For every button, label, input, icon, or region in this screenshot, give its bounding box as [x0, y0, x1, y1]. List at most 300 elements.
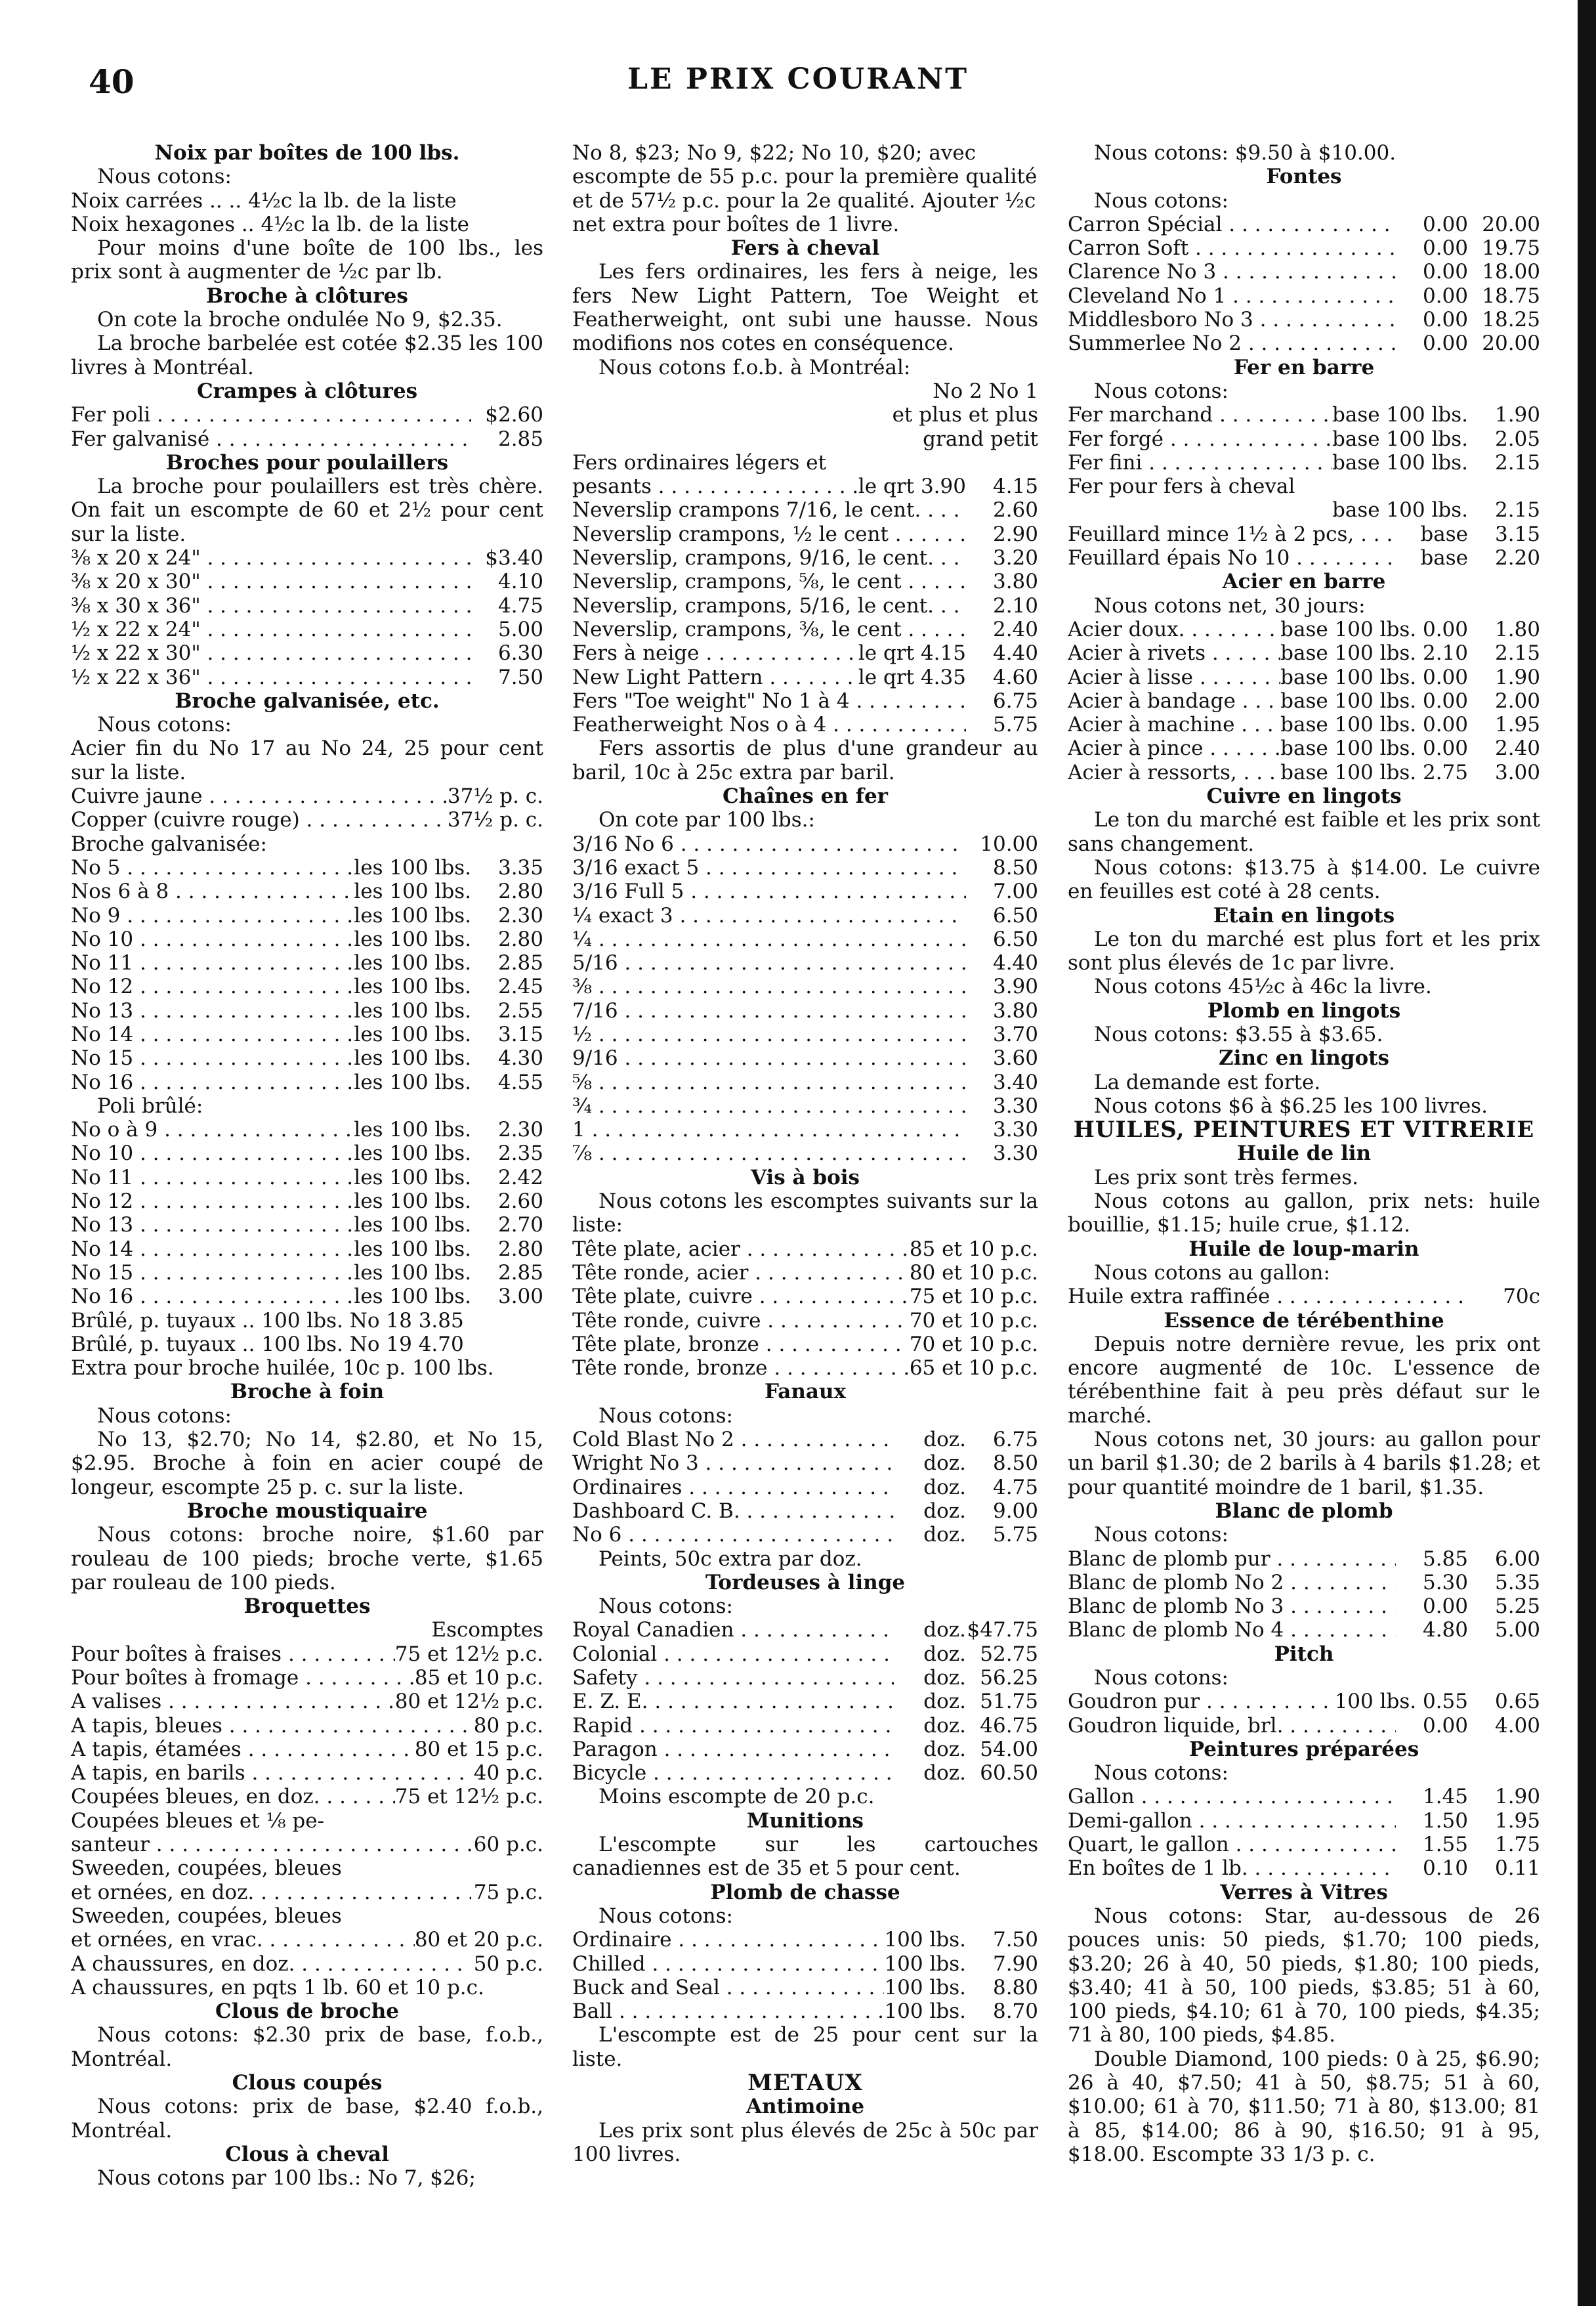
column-header: grand petit [923, 427, 1038, 451]
price-row [572, 689, 1038, 713]
item-price: 8.80 [992, 1975, 1038, 1999]
item-label: Feuillard épais No 10 . . . [1068, 546, 1396, 570]
price-row [572, 1309, 1038, 1333]
section-heading: Antimoine [746, 2095, 865, 2119]
price-row [1068, 1285, 1540, 1308]
item-label: Chilled . . . [572, 1952, 884, 1976]
item-price: 18.25 [1482, 308, 1540, 332]
item-price: 50 p.c. [473, 1952, 543, 1976]
item-price: 3.15 [497, 1022, 543, 1046]
item-label: Blanc de plomb pur . . . [1068, 1547, 1396, 1571]
item-price: 8.50 [992, 855, 1038, 880]
item-unit: 100 lbs. [884, 1928, 966, 1952]
price-row [1068, 284, 1540, 308]
price-row [71, 880, 543, 903]
section-heading: Chaînes en fer [722, 784, 889, 809]
item-price: 3.40 [992, 1070, 1038, 1094]
price-row [572, 928, 1038, 951]
item-unit: 1.50 [1422, 1808, 1468, 1833]
item-price: 54.00 [980, 1737, 1038, 1761]
price-row [1068, 1856, 1540, 1880]
text-line: Fers ordinaires légers et [572, 450, 827, 475]
item-label: Clarence No 3 . . . [1068, 260, 1396, 284]
column-header: No 2 No 1 [933, 379, 1038, 403]
item-price: 6.30 [497, 641, 543, 666]
section-heading: Noix par boîtes de 100 lbs. [154, 141, 460, 165]
item-unit: 4.80 [1422, 1618, 1468, 1642]
section-heading: Acier en barre [1222, 570, 1386, 594]
item-price: 3.35 [497, 855, 543, 880]
item-label: ½ x 22 x 30" . . . [71, 641, 471, 665]
item-label: Fer fini . . . [1068, 451, 1332, 475]
price-row [572, 1499, 1038, 1523]
item-label: Fer forgé . . . [1068, 427, 1332, 451]
section-heading: Vis à bois [751, 1165, 860, 1189]
section-heading: Cuivre en lingots [1206, 784, 1402, 809]
price-row [71, 1881, 543, 1904]
item-price: 80 et 10 p.c. [909, 1260, 1038, 1285]
column-3 [1068, 141, 1540, 2166]
item-unit: 100 lbs. 0.55 [1334, 1690, 1468, 1714]
paragraph: Nous cotons: [598, 1904, 733, 1928]
item-label: Fer marchand . . . [1068, 403, 1332, 427]
price-row [1068, 1690, 1540, 1713]
price-row [572, 1714, 1038, 1738]
price-row [1068, 1547, 1540, 1571]
item-unit: base 100 lbs. 0.00 [1280, 617, 1468, 641]
item-unit: 1.55 [1422, 1833, 1468, 1857]
price-row [572, 546, 1038, 570]
item-label: No 16 . . . [71, 1285, 354, 1308]
item-label: En boîtes de 1 lb. . . . [1068, 1856, 1396, 1880]
item-label: Fers "Toe weight" No 1 à 4 . . . [572, 689, 966, 713]
item-price: 3.80 [992, 998, 1038, 1023]
section-heading: Huile de loup-marin [1188, 1237, 1419, 1261]
item-label: Acier à lisse . . . [1068, 666, 1280, 689]
item-price: 2.60 [992, 498, 1038, 523]
price-row [1068, 403, 1540, 427]
section-heading: Essence de térébenthine [1164, 1308, 1444, 1333]
paragraph: Poli brûlé: [97, 1094, 203, 1118]
item-unit: 100 lbs. [884, 1975, 966, 1999]
price-row [572, 1261, 1038, 1285]
item-unit: les 100 lbs. [354, 1189, 471, 1214]
paragraph: Le ton du marché est plus fort et les prix sont plus élevés de 1c par livre. [1068, 927, 1540, 975]
item-label: A tapis, étamées . . . [71, 1738, 415, 1761]
item-label: Cleveland No 1 . . . [1068, 284, 1396, 308]
paragraph: La broche barbelée est cotée $2.35 les 100 livres à Montréal. [71, 331, 543, 379]
paragraph: Nous cotons: [598, 1594, 733, 1619]
item-price: 1.95 [1494, 713, 1540, 737]
price-row [71, 403, 543, 427]
item-label: ¼ exact 3 . . . [572, 904, 966, 928]
price-row [71, 427, 543, 451]
item-price: $2.60 [485, 403, 543, 427]
price-row [1068, 498, 1540, 522]
price-row [572, 1071, 1038, 1094]
price-row [572, 1666, 1038, 1690]
item-price: 80 et 15 p.c. [414, 1737, 543, 1761]
item-price: 5.75 [992, 713, 1038, 737]
price-row [572, 713, 1038, 737]
item-unit: doz. [923, 1475, 966, 1499]
item-price: 5.25 [1494, 1594, 1540, 1619]
item-unit: base 100 lbs. 0.00 [1280, 665, 1468, 689]
item-price: 1.90 [1494, 665, 1540, 689]
item-unit: 100 lbs. [884, 1952, 966, 1976]
item-label: Acier doux. . . . [1068, 618, 1280, 641]
item-unit: doz. [923, 1451, 966, 1476]
item-label: Middlesboro No 3 . . . [1068, 308, 1396, 331]
price-row [71, 1666, 543, 1690]
item-label: Ball . . . [572, 1999, 884, 2023]
price-row [572, 1118, 1038, 1142]
price-row [71, 1118, 543, 1142]
item-price: 18.00 [1482, 260, 1540, 284]
item-label: Fer galvanisé . . . [71, 427, 471, 451]
item-label: 9/16 . . . [572, 1046, 966, 1070]
item-price: 2.70 [497, 1213, 543, 1237]
item-unit: base 100 lbs. 0.00 [1280, 737, 1468, 761]
item-price: 2.20 [1494, 546, 1540, 570]
price-row [1068, 331, 1540, 355]
item-label: No 12 . . . [71, 1189, 354, 1213]
item-price: 40 p.c. [473, 1761, 543, 1785]
paragraph: Pour moins d'une boîte de 100 lbs., les prix sont à augmenter de ½c par lb. [71, 236, 543, 284]
item-price: 3.30 [992, 1142, 1038, 1166]
item-label: No 12 . . . [71, 975, 354, 998]
item-price: 2.85 [497, 1260, 543, 1285]
item-unit: 0.00 [1422, 1594, 1468, 1619]
paragraph: Nous cotons: [97, 1403, 232, 1428]
item-price: 80 et 20 p.c. [414, 1928, 543, 1952]
item-label: E. Z. E. . . . [572, 1690, 894, 1713]
item-price: 65 et 10 p.c. [909, 1356, 1038, 1380]
item-unit: doz. [923, 1642, 966, 1666]
section-heading: Plomb en lingots [1207, 998, 1401, 1023]
price-row [71, 641, 543, 665]
item-price: 0.11 [1494, 1856, 1540, 1881]
item-unit: les 100 lbs. [354, 1046, 471, 1071]
item-label: No 14 . . . [71, 1023, 354, 1046]
price-row [572, 618, 1038, 641]
text-line: Brûlé, p. tuyaux .. 100 lbs. No 19 4.70 [71, 1332, 464, 1356]
price-row [71, 618, 543, 641]
price-row [572, 523, 1038, 546]
price-row [1068, 236, 1540, 260]
paragraph: Nous cotons: prix de base, $2.40 f.o.b., Montréal. [71, 2095, 543, 2143]
price-row [1068, 713, 1540, 737]
item-unit: 1.45 [1422, 1785, 1468, 1809]
item-price: 3.20 [992, 546, 1038, 570]
paragraph: Double Diamond, 100 pieds: 0 à 25, $6.90; 26 à 40, $7.50; 41 à 50, $8.75; 51 à 60, $10.00; 61 à 70, $11.50; 71 à 80, $13.00; 81 à 85, $14.00; 86 à 90, $16.50; 91 à 95, $18.00. Escompte 33 1/3 p. c. [1068, 2047, 1540, 2166]
price-row [572, 1738, 1038, 1761]
paragraph: Nous cotons net, 30 jours: au gallon pour un baril $1.30; de 2 barils à 4 barils $1.28; et pour quantité moindre de 1 baril, $1.35. [1068, 1428, 1540, 1499]
price-row [1068, 1809, 1540, 1833]
item-unit: les 100 lbs. [354, 951, 471, 975]
section-heading: Plomb de chasse [710, 1880, 900, 1904]
paragraph: Nous cotons au gallon, prix nets: huile bouillie, $1.15; huile crue, $1.12. [1068, 1189, 1540, 1237]
page-number: 40 [89, 62, 135, 101]
item-unit: les 100 lbs. [354, 1118, 471, 1142]
item-label: Tête plate, bronze . . . [572, 1333, 910, 1356]
price-row [71, 1642, 543, 1666]
paragraph: Depuis notre dernière revue, les prix ont encore augmenté de 10c. L'essence de térébenthine fait à peu près défaut sur le marché. [1068, 1332, 1540, 1428]
item-unit: base 100 lbs. 0.00 [1280, 713, 1468, 737]
paragraph: Nous cotons: Star, au-dessous de 26 pouces unis: 50 pieds, $1.70; 100 pieds, $3.20; 26 à 40, 50 pieds, $1.80; 100 pieds, $3.40; 41 à 50, 100 pieds, $3.85; 51 à 60, 100 pieds, $4.10; 61 à 70, 100 pieds, $4.35; 71 à 80, 100 pieds, $4.85. [1068, 1904, 1540, 2047]
item-price: 1.90 [1494, 403, 1540, 427]
item-label: 1 . . . [572, 1118, 966, 1142]
price-row [71, 1714, 543, 1738]
item-label: Huile extra raffinée . . . [1068, 1285, 1468, 1308]
text-line: No 8, $23; No 9, $22; No 10, $20; avec escompte de 55 p.c. pour la première qualité et de 57½ p.c. pour la 2e qualité. Ajouter ½c net extra pour boîtes de 1 livre. [572, 141, 1038, 236]
section-heading: Clous coupés [232, 2071, 383, 2095]
price-row [572, 594, 1038, 618]
item-unit: les 100 lbs. [354, 927, 471, 951]
item-label: Neverslip, crampons, 5/16, le cent. . . . [572, 594, 966, 618]
paragraph: Le ton du marché est faible et les prix sont sans changement. [1068, 808, 1540, 856]
section-heading: Broche moustiquaire [186, 1499, 428, 1523]
item-price: 52.75 [980, 1642, 1038, 1666]
item-label: ¼ . . . [572, 928, 966, 951]
item-label: Goudron pur . . . [1068, 1690, 1335, 1713]
paragraph: No 13, $2.70; No 14, $2.80, et No 15, $2.95. Broche à foin en acier coupé de longeur, escompte 25 p. c. sur la liste. [71, 1428, 543, 1499]
item-price: 70 et 10 p.c. [909, 1332, 1038, 1356]
item-unit: 0.00 [1422, 308, 1468, 332]
item-price: 6.00 [1494, 1547, 1540, 1571]
paragraph: Nous cotons: $13.75 à $14.00. Le cuivre en feuilles est coté à 28 cents. [1068, 855, 1540, 904]
text-line: Sweeden, coupées, bleues [71, 1856, 342, 1881]
section-heading: Broche à clôtures [206, 284, 408, 308]
item-price: 20.00 [1482, 212, 1540, 236]
item-price: 75 et 12½ p.c. [394, 1785, 543, 1809]
paragraph: Nous cotons: $3.55 à $3.65. [1094, 1022, 1383, 1046]
item-price: 1.80 [1494, 617, 1540, 641]
item-price: 5.00 [1494, 1618, 1540, 1642]
item-label: No 9 . . . [71, 904, 354, 928]
text-line: A chaussures, en pqts 1 lb. 60 et 10 p.c. [71, 1975, 484, 1999]
item-label: ¾ . . . [572, 1094, 966, 1118]
item-label: Neverslip crampons 7/16, le cent. . . . [572, 498, 966, 522]
price-row [1068, 761, 1540, 784]
item-price: 2.15 [1494, 450, 1540, 475]
item-label: et ornées, en vrac. . . . [71, 1928, 415, 1952]
price-row [572, 1451, 1038, 1475]
item-label: Tête ronde, acier . . . [572, 1261, 910, 1285]
item-unit: les 100 lbs. [354, 975, 471, 999]
running-title: LE PRIX COURANT [627, 62, 969, 96]
item-unit: les 100 lbs. [354, 1213, 471, 1237]
item-unit: les 100 lbs. [354, 1285, 471, 1309]
paragraph: La broche pour poulaillers est très chère. On fait un escompte de 60 et 2½ pour cent sur la liste. [71, 475, 543, 546]
item-price: 2.15 [1494, 498, 1540, 523]
item-price: 85 et 10 p.c. [909, 1237, 1038, 1261]
item-label: Ordinaires . . . [572, 1476, 894, 1499]
price-row [71, 1928, 543, 1952]
item-price: 75 et 12½ p.c. [394, 1642, 543, 1666]
paragraph: Nous cotons net, 30 jours: [1094, 593, 1366, 618]
item-unit: les 100 lbs. [354, 1142, 471, 1166]
price-row [572, 1046, 1038, 1070]
item-label: 5/16 . . . [572, 951, 966, 975]
item-label: Feuillard mince 1½ à 2 pcs, . . . [1068, 523, 1396, 546]
item-label: Colonial . . . [572, 1642, 894, 1666]
item-unit: doz. [923, 1499, 966, 1523]
item-label: Goudron liquide, brl. . . . [1068, 1714, 1396, 1738]
price-row [71, 808, 543, 832]
item-unit: doz. [923, 1666, 966, 1690]
item-label: No 15 . . . [71, 1046, 354, 1070]
item-price: 37½ p. c. [447, 784, 543, 809]
item-price: 85 et 10 p.c. [414, 1666, 543, 1690]
item-label: santeur . . . [71, 1833, 471, 1856]
price-row [572, 1094, 1038, 1118]
text-line: Brûlé, p. tuyaux .. 100 lbs. No 18 3.85 [71, 1308, 464, 1333]
section-heading: Zinc en lingots [1219, 1046, 1389, 1071]
item-price: 2.42 [497, 1165, 543, 1189]
paragraph: Nous cotons au gallon: [1094, 1260, 1330, 1285]
price-row [71, 1785, 543, 1808]
price-row [1068, 1594, 1540, 1618]
section-heading: Munitions [747, 1808, 864, 1833]
item-label: No o à 9 . . . [71, 1118, 354, 1142]
item-label: Fers à neige . . . [572, 641, 858, 665]
item-label: Summerlee No 2 . . . [1068, 331, 1396, 355]
item-label: Acier à pince . . . [1068, 737, 1280, 760]
section-heading: Verres à Vitres [1220, 1880, 1388, 1904]
price-row [1068, 1714, 1540, 1738]
paragraph: Nous cotons: [1094, 1523, 1228, 1547]
item-price: 3.60 [992, 1046, 1038, 1071]
item-label: A tapis, bleues . . . [71, 1714, 471, 1738]
paragraph: Nous cotons f.o.b. à Montréal: [598, 355, 911, 379]
item-price: 2.05 [1494, 427, 1540, 451]
section-heading: Crampes à clôtures [196, 379, 418, 403]
price-row [572, 1333, 1038, 1356]
price-row [572, 1023, 1038, 1046]
price-row [71, 1237, 543, 1261]
paragraph: Nous cotons par 100 lbs.: No 7, $26; [97, 2166, 476, 2190]
item-label: Royal Canadien . . . [572, 1618, 894, 1642]
price-row [71, 1690, 543, 1713]
price-row [572, 1142, 1038, 1165]
column-header: Escomptes [431, 1618, 543, 1642]
item-label: No 13 . . . [71, 999, 354, 1023]
item-label: No 10 . . . [71, 1142, 354, 1165]
price-row [71, 594, 543, 618]
price-row [1068, 618, 1540, 641]
price-row [71, 1166, 543, 1189]
item-label: No 6 . . . [572, 1523, 894, 1547]
price-row [71, 856, 543, 880]
item-label: Pour boîtes à fraises . . . [71, 1642, 395, 1666]
item-label: Acier à machine . . . [1068, 713, 1280, 737]
item-price: 2.45 [497, 975, 543, 999]
item-price: 5.35 [1494, 1570, 1540, 1594]
item-label: Copper (cuivre rouge) . . . [71, 808, 448, 832]
item-label: Wright No 3 . . . [572, 1451, 894, 1475]
item-unit: 0.00 [1422, 212, 1468, 236]
item-price: 9.00 [992, 1499, 1038, 1523]
item-price: 3.15 [1494, 522, 1540, 546]
item-price: 2.85 [497, 427, 543, 451]
column-2 [572, 141, 1038, 2166]
price-row [572, 1237, 1038, 1261]
item-price: 2.85 [497, 951, 543, 975]
section-heading: Huile de lin [1236, 1142, 1372, 1166]
price-row [572, 1285, 1038, 1308]
item-label: Quart, le gallon . . . [1068, 1833, 1396, 1856]
price-row [572, 1356, 1038, 1380]
item-label: ½ x 22 x 36" . . . [71, 666, 471, 689]
item-label: No 11 . . . [71, 1166, 354, 1189]
price-row [71, 666, 543, 689]
price-row [572, 1618, 1038, 1642]
item-price: 3.70 [992, 1022, 1038, 1046]
item-unit: base 100 lbs. [1332, 498, 1468, 523]
item-unit: le qrt 4.35 [858, 665, 966, 689]
item-label: Blanc de plomb No 4 . . . [1068, 1618, 1396, 1642]
paragraph: Nous cotons: [97, 713, 232, 737]
price-row [71, 1833, 543, 1856]
section-heading: Etain en lingots [1213, 903, 1395, 928]
item-unit: 0.00 [1422, 331, 1468, 356]
item-price: 7.50 [497, 665, 543, 689]
item-unit: les 100 lbs. [354, 1165, 471, 1189]
price-row [1068, 451, 1540, 475]
item-label: Neverslip, crampons, ⅝, le cent . . . [572, 570, 966, 593]
item-price: 2.40 [1494, 737, 1540, 761]
item-price: 60.50 [980, 1761, 1038, 1785]
price-row [572, 856, 1038, 880]
price-row [1068, 523, 1540, 546]
item-label: Acier à rivets . . . [1068, 641, 1280, 665]
item-label: Cuivre jaune . . . [71, 784, 448, 808]
item-unit: 0.00 [1422, 260, 1468, 284]
item-price: 2.80 [497, 880, 543, 904]
paragraph: Nous cotons: $9.50 à $10.00. [1094, 141, 1396, 165]
item-unit: 0.00 [1422, 284, 1468, 308]
item-price: $3.40 [485, 546, 543, 570]
item-price: 2.60 [497, 1189, 543, 1214]
item-price: 4.55 [497, 1070, 543, 1094]
price-row [71, 1046, 543, 1070]
price-row [71, 928, 543, 951]
item-label: Tête plate, acier . . . [572, 1237, 910, 1261]
section-heading: Clous à cheval [225, 2142, 389, 2166]
item-price: 20.00 [1482, 331, 1540, 356]
item-label: New Light Pattern . . . [572, 666, 858, 689]
item-price: 7.50 [992, 1928, 1038, 1952]
item-price: 3.90 [992, 975, 1038, 999]
item-label: Buck and Seal . . . [572, 1976, 884, 1999]
item-price: 1.90 [1494, 1785, 1540, 1809]
text-line: Fer pour fers à cheval [1068, 475, 1295, 499]
item-price: 7.90 [992, 1952, 1038, 1976]
item-price: 80 et 12½ p.c. [394, 1690, 543, 1714]
item-price: 8.50 [992, 1451, 1038, 1476]
price-row [1068, 1833, 1540, 1856]
item-price: 5.75 [992, 1523, 1038, 1547]
item-label: A chaussures, en doz. . . . [71, 1952, 471, 1976]
item-price: 4.40 [992, 951, 1038, 975]
item-price: 1.95 [1494, 1808, 1540, 1833]
paragraph: Fers assortis de plus d'une grandeur au baril, 10c à 25c extra par baril. [572, 737, 1038, 784]
paragraph: Les prix sont très fermes. [1094, 1165, 1358, 1189]
item-unit: 0.00 [1422, 1713, 1468, 1738]
column-1 [71, 141, 543, 2190]
item-price: 6.50 [992, 903, 1038, 928]
